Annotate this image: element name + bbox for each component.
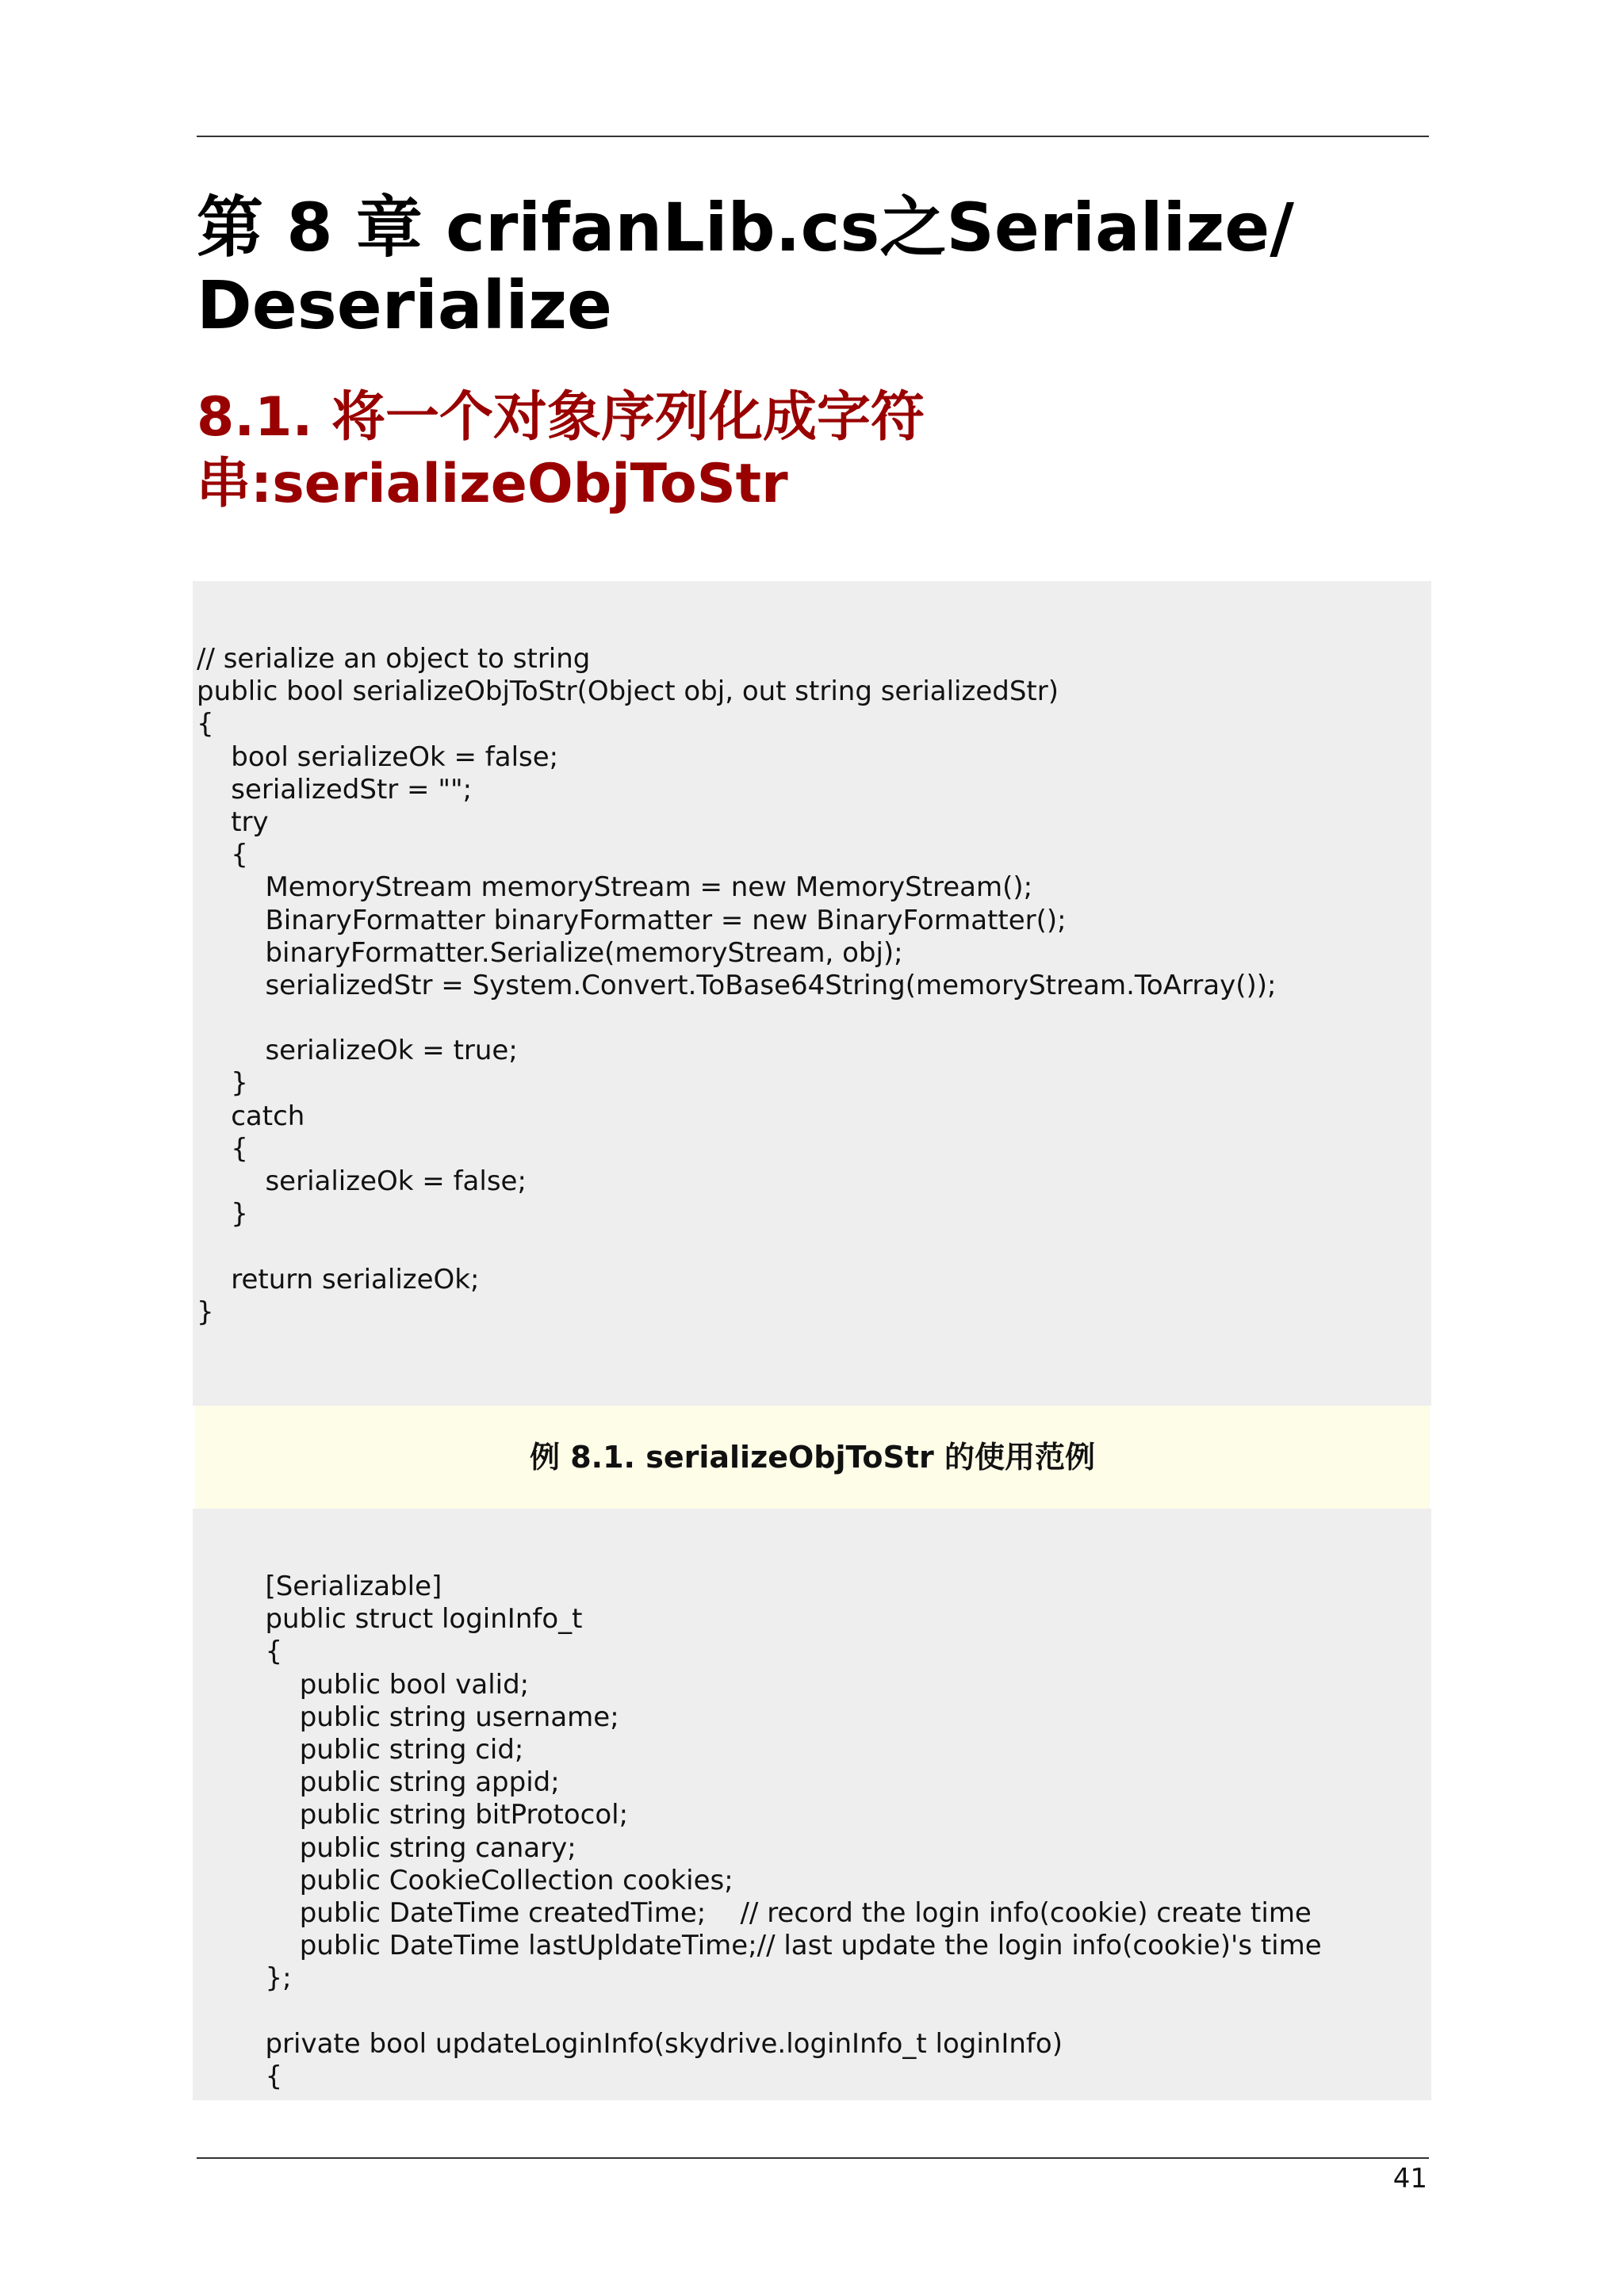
code-line: } <box>197 1067 248 1100</box>
code-line: // serialize an object to string <box>197 643 591 675</box>
code-line: BinaryFormatter binaryFormatter = new BinaryFormatter(); <box>197 904 1067 936</box>
code-listing-2 <box>197 1571 1431 2093</box>
code-line: public string appid; <box>197 1766 560 1799</box>
code-line: serializeOk = true; <box>197 1035 518 1067</box>
chapter-title-line1: 第 8 章 crifanLib.cs之Serialize/ <box>197 189 1294 266</box>
code-line: public bool serializeObjToStr(Object obj, out string serializedStr) <box>197 675 1059 708</box>
code-line: catch <box>197 1100 305 1132</box>
code-line: serializedStr = ""; <box>197 773 473 806</box>
code-line: try <box>197 806 269 838</box>
code-line: serializedStr = System.Convert.ToBase64String(memoryStream.ToArray()); <box>197 969 1277 1001</box>
header-rule <box>197 136 1429 137</box>
code-line <box>197 1230 1431 1263</box>
code-block-serialize-function <box>193 581 1431 1406</box>
code-line: public string bitProtocol; <box>197 1799 629 1831</box>
code-line: private bool updateLoginInfo(skydrive.loginInfo_t loginInfo) <box>197 2027 1063 2060</box>
code-line <box>197 1002 1431 1035</box>
code-line: }; <box>197 1962 292 1995</box>
code-line: MemoryStream memoryStream = new MemoryStream(); <box>197 871 1033 904</box>
code-line: { <box>197 708 214 740</box>
code-line: public DateTime lastUpldateTime;// last update the login info(cookie)'s time <box>197 1930 1322 1962</box>
page-number: 41 <box>1392 2163 1427 2195</box>
code-line: bool serializeOk = false; <box>197 740 559 773</box>
section-title <box>197 385 1069 518</box>
chapter-title <box>197 189 1434 344</box>
footer-rule <box>197 2157 1429 2159</box>
code-line: public CookieCollection cookies; <box>197 1864 733 1896</box>
code-line: [Serializable] <box>197 1571 442 1602</box>
code-line: { <box>197 2060 283 2092</box>
section-title-line1: 8.1. 将一个对象序列化成字符 <box>197 386 925 449</box>
code-line: } <box>197 1295 214 1328</box>
code-line: { <box>197 839 248 871</box>
code-line <box>197 1995 1431 2027</box>
code-line: public DateTime createdTime; // record the login info(cookie) create time <box>197 1896 1312 1929</box>
code-line: } <box>197 1198 248 1230</box>
code-line: public bool valid; <box>197 1668 530 1701</box>
example-caption: 例 8.1. serializeObjToStr 的使用范例 <box>195 1406 1430 1509</box>
section-title-line2: 串:serializeObjToStr <box>197 453 788 515</box>
code-line: return serializeOk; <box>197 1263 480 1295</box>
code-line: public string canary; <box>197 1831 576 1864</box>
code-listing-1 <box>197 643 1431 1329</box>
code-line: public string cid; <box>197 1733 524 1766</box>
code-line: { <box>197 1636 283 1668</box>
code-line: public string username; <box>197 1701 619 1733</box>
code-line: { <box>197 1132 248 1165</box>
code-line: serializeOk = false; <box>197 1165 527 1197</box>
code-block-usage-example <box>193 1509 1431 2100</box>
code-line: public struct loginInfo_t <box>197 1603 583 1636</box>
chapter-title-line2: Deserialize <box>197 266 613 344</box>
code-line: binaryFormatter.Serialize(memoryStream, obj); <box>197 936 903 969</box>
